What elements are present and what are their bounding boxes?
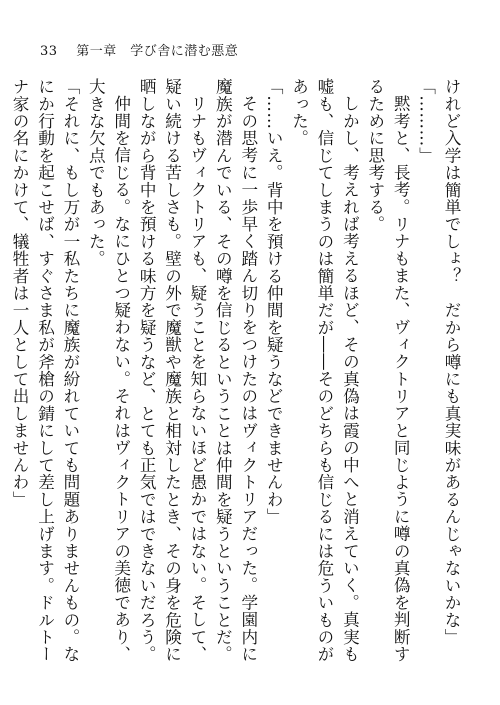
paragraph: リナもヴィクトリアも、疑うことを知らないほど愚かではない。そして、疑い続ける苦しさも。壁の外で魔獣や魔族と相対したとき、その身を危険に晒しながら背中を預ける味方を疑うなど、とても正気ではできないだろう。 [137, 78, 207, 663]
paragraph: その思考に一歩早く踏ん切りをつけたのはヴィクトリアだった。学園内に魔族が潜んでいる、その噂を信じるということは仲間を疑うということだ。 [213, 78, 258, 663]
paragraph: 「……いえ。背中を預ける仲間を疑うなどできませんわ」 [264, 78, 284, 526]
paragraph: 黙考と、長考。リナもまた、ヴィクトリアと同じように噂の真偽を判断するために思考する。 [365, 78, 411, 663]
paragraph: 仲間を信じる。なにひとつ疑わない。それはヴィクトリアの美徳であり、大きな欠点でもあった。 [86, 78, 131, 663]
paragraph: しかし、考えれば考えるほど、その真偽は霞の中へと消えていく。真実も嘘も、信じてしまうのは簡単だが――そのどちらも信じるには危ういものがあった。 [289, 78, 360, 663]
paragraph: けれど入学は簡単でしょ？ だから噂にも真実味があるんじゃないかな」 [442, 78, 461, 646]
body-text [10, 78, 464, 678]
page-number: 33 [40, 44, 58, 59]
paragraph: 「………」 [416, 78, 436, 164]
paragraph: 「それに、もし万が一私たちに魔族が紛れていても問題ありませんもの。なにか行動を起こせば、すぐさま私が斧槍の錆にして差し上げます。ドルトーナ家の名にかけて、犠牲者は一人として出しませんわ」 [10, 78, 80, 663]
running-header [40, 40, 238, 59]
chapter-title: 第一章 学び舎に潜む悪意 [76, 44, 239, 59]
